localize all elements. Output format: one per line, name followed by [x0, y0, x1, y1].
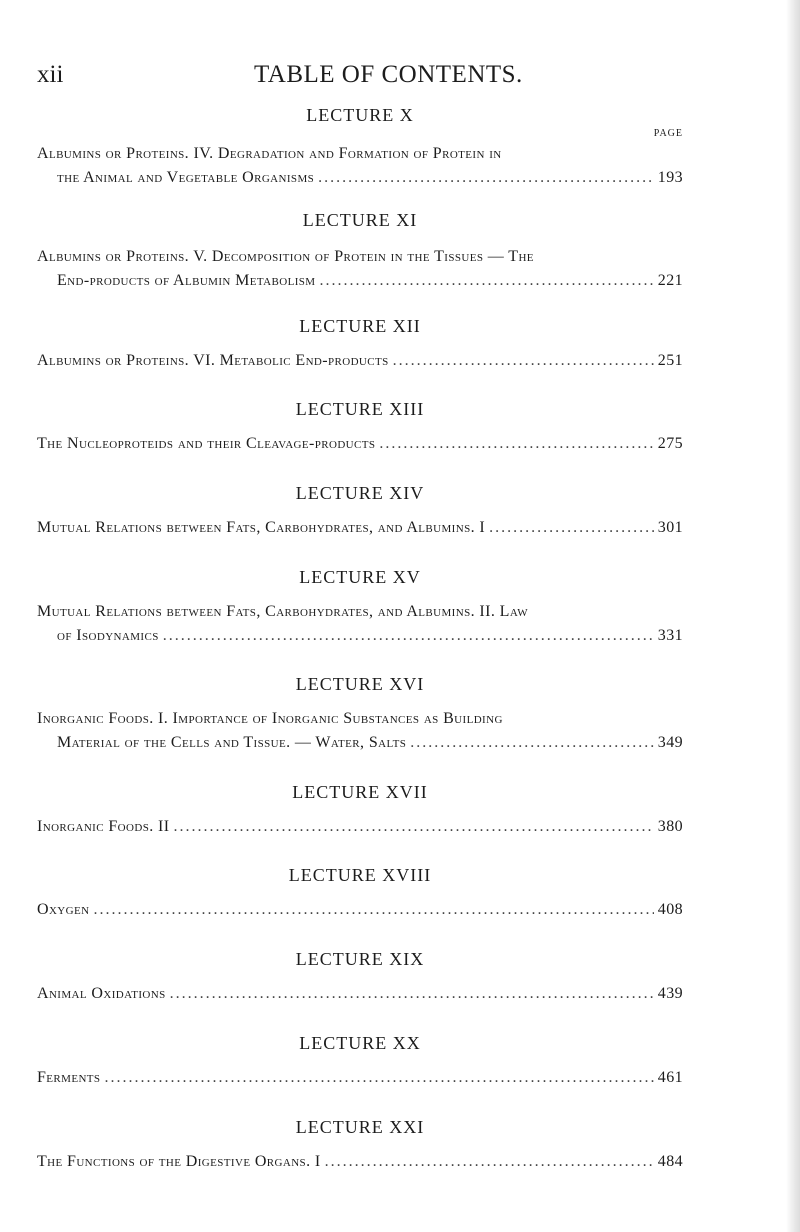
lecture-heading: LECTURE XVII: [292, 782, 428, 802]
entry-title-cont: of Isodynamics: [57, 627, 159, 644]
page-edge-shadow: [786, 0, 800, 1232]
entry-page-number: 380: [657, 818, 683, 835]
entry-page-number: 331: [657, 627, 683, 644]
entry-page-number: 301: [657, 519, 683, 536]
lecture-heading: LECTURE XIII: [295, 399, 425, 419]
entry-page-number: 461: [657, 1069, 683, 1086]
toc-entry[interactable]: [37, 1150, 683, 1174]
entry-page-number: 408: [657, 901, 683, 918]
leader-dots: [410, 731, 654, 755]
leader-dots: [325, 1150, 654, 1174]
lecture-heading: LECTURE XVI: [295, 674, 425, 694]
toc-section: [37, 1032, 683, 1090]
entry-title: Animal Oxidations: [37, 985, 166, 1002]
lecture-heading: LECTURE XIX: [295, 949, 425, 969]
lecture-heading: LECTURE XV: [299, 567, 421, 587]
toc-entry[interactable]: [37, 707, 683, 755]
toc-section: [37, 781, 683, 839]
toc-entry[interactable]: [37, 516, 683, 540]
leader-dots: [319, 269, 653, 293]
leader-dots: [93, 898, 653, 922]
toc-entry[interactable]: [37, 349, 683, 373]
page-number: xii: [37, 61, 64, 88]
toc-entry[interactable]: [37, 142, 683, 190]
lecture-heading: LECTURE XX: [299, 1033, 421, 1053]
lecture-heading: LECTURE XVIII: [288, 865, 432, 885]
toc-section: [37, 948, 683, 1006]
leader-dots: [489, 516, 654, 540]
page-column-label: PAGE: [653, 128, 683, 139]
entry-title: Albumins or Proteins. IV. Degradation and Formation of Protein in: [37, 145, 502, 162]
entry-page-number: 484: [657, 1153, 683, 1170]
toc-section: [37, 566, 683, 648]
leader-dots: [318, 166, 654, 190]
leader-dots: [104, 1066, 653, 1090]
entry-page-number: 275: [657, 435, 683, 452]
entry-page-number: 221: [657, 272, 683, 289]
entry-title: Albumins or Proteins. VI. Metabolic End-products: [37, 352, 389, 369]
entry-title-cont: Material of the Cells and Tissue. — Water, Salts: [57, 734, 407, 751]
entry-page-number: 193: [657, 169, 683, 186]
toc-section: [37, 482, 683, 540]
lecture-heading: LECTURE XI: [302, 210, 418, 230]
entry-title-cont: the Animal and Vegetable Organisms: [57, 169, 315, 186]
entry-title: Mutual Relations between Fats, Carbohydrates, and Albumins. I: [37, 519, 486, 536]
leader-dots: [393, 349, 654, 373]
toc-section: [37, 315, 683, 373]
leader-dots: [163, 624, 654, 648]
entry-title: Inorganic Foods. II: [37, 818, 170, 835]
entry-title: Mutual Relations between Fats, Carbohydrates, and Albumins. II. Law: [37, 603, 529, 620]
toc-section: [37, 673, 683, 755]
entry-page-number: 439: [657, 985, 683, 1002]
lecture-heading: LECTURE XIV: [295, 483, 425, 503]
toc-entry[interactable]: [37, 1066, 683, 1090]
leader-dots: [174, 815, 654, 839]
entry-title: Ferments: [37, 1069, 101, 1086]
entry-title: Inorganic Foods. I. Importance of Inorganic Substances as Building: [37, 710, 503, 727]
entry-title: The Nucleoproteids and their Cleavage-products: [37, 435, 376, 452]
toc-entry[interactable]: [37, 600, 683, 648]
entry-page-number: 349: [657, 734, 683, 751]
entry-title: Oxygen: [37, 901, 90, 918]
toc-entry[interactable]: [37, 815, 683, 839]
toc-section: [37, 209, 683, 293]
toc-entry[interactable]: [37, 432, 683, 456]
header-title: TABLE OF CONTENTS.: [254, 61, 523, 88]
leader-dots: [170, 982, 654, 1006]
toc-section: [37, 398, 683, 456]
leader-dots: [379, 432, 653, 456]
toc-section: [37, 104, 683, 190]
toc-entry[interactable]: [37, 245, 683, 293]
entry-page-number: 251: [657, 352, 683, 369]
lecture-heading: LECTURE X: [306, 105, 414, 125]
lecture-heading: LECTURE XXI: [295, 1117, 425, 1137]
entry-title: The Functions of the Digestive Organs. I: [37, 1153, 321, 1170]
toc-entry[interactable]: [37, 898, 683, 922]
entry-title: Albumins or Proteins. V. Decomposition of Protein in the Tissues — The: [37, 248, 534, 265]
toc-section: [37, 864, 683, 922]
entry-title-cont: End-products of Albumin Metabolism: [57, 272, 316, 289]
lecture-heading: LECTURE XII: [299, 316, 421, 336]
toc-section: [37, 1116, 683, 1174]
toc-entry[interactable]: [37, 982, 683, 1006]
